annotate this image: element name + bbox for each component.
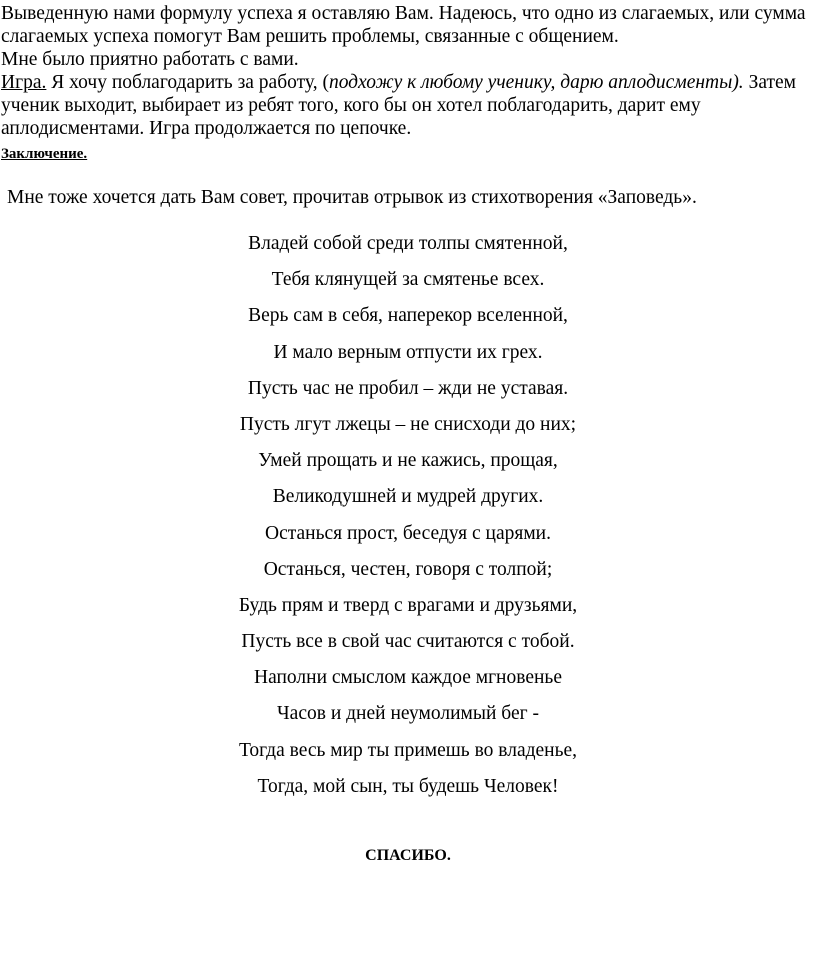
game-paragraph — [1, 71, 813, 140]
game-text-after: Затем ученик выходит, выбирает из ребят того, кого бы он хотел поблагодарить, дарит ему аплодисментами. Игра продолжается по цепочке. — [1, 72, 796, 139]
poem-line: Владей собой среди толпы смятенной, — [248, 233, 568, 254]
game-label: Игра. — [1, 72, 47, 93]
advice-paragraph: Мне тоже хочется дать Вам совет, прочитав отрывок из стихотворения «Заповедь». — [7, 187, 697, 208]
poem-line: Тебя клянущей за смятенье всех. — [271, 269, 545, 291]
poem-line: И мало верным отпусти их грех. — [273, 341, 543, 363]
game-italic-text: подхожу к любому ученику, дарю аплодисменты). — [328, 72, 744, 93]
game-text-before: Я хочу поблагодарить за работу, ( — [46, 72, 329, 93]
poem-line: Тогда весь мир ты примешь во владенье, — [238, 739, 578, 761]
poem-line: Часов и дней неумолимый бег - — [277, 703, 539, 725]
poem-line: Наполни смыслом каждое мгновенье — [254, 667, 562, 689]
poem-line: Останься прост, беседуя с царями. — [265, 522, 551, 544]
poem-line: Великодушней и мудрей других. — [272, 486, 544, 508]
poem-line: Пусть лгут лжецы – не снисходи до них; — [239, 413, 577, 435]
poem-line: Тогда, мой сын, ты будешь Человек! — [257, 775, 559, 797]
thanks-text: СПАСИБО. — [365, 847, 451, 864]
poem-stanza — [0, 232, 816, 811]
poem-line: Верь сам в себя, наперекор вселенной, — [248, 305, 568, 327]
poem-line: Пусть час не пробил – жди не уставая. — [247, 377, 569, 399]
poem-line: Останься, честен, говоря с толпой; — [263, 558, 553, 580]
poem-line: Пусть все в свой час считаются с тобой. — [241, 631, 575, 653]
conclusion-heading: Заключение. — [1, 146, 88, 162]
poem-line: Умей прощать и не кажись, прощая, — [258, 450, 558, 472]
intro-paragraph: Выведенную нами формулу успеха я оставляю Вам. Надеюсь, что одно из слагаемых, или сумма слагаемых успеха помогут Вам решить проблемы, связанные с общением. — [1, 3, 806, 47]
intro-pleasure-line: Мне было приятно работать с вами. — [1, 49, 299, 70]
intro-block — [1, 2, 813, 140]
poem-line: Будь прям и тверд с врагами и друзьями, — [238, 594, 578, 616]
